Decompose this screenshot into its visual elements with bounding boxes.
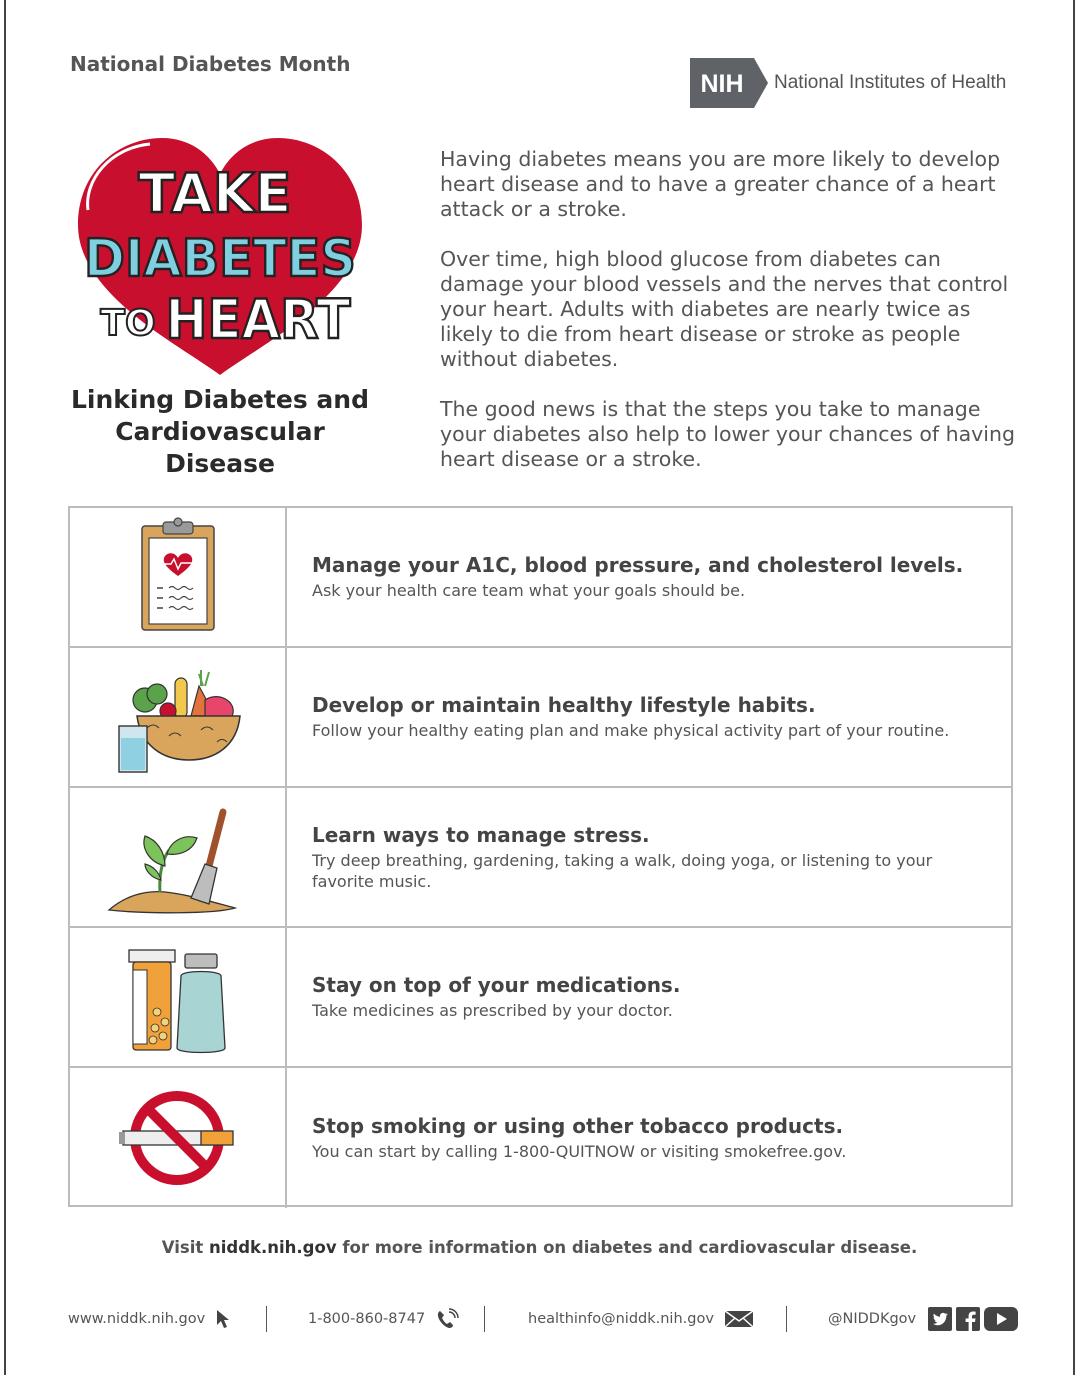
- nih-badge-icon: [690, 58, 770, 108]
- tip-body: Ask your health care team what your goals should be.: [312, 581, 746, 600]
- campaign-month: National Diabetes Month: [70, 52, 351, 76]
- tip-body: Try deep breathing, gardening, taking a walk, doing yoga, or listening to your favorite music.: [312, 850, 933, 891]
- logo-take: TAKE: [138, 162, 292, 225]
- tip-body: Follow your healthy eating plan and make physical activity part of your routine.: [312, 721, 950, 740]
- footer-social[interactable]: [828, 1302, 1018, 1336]
- tips-table: [68, 506, 1013, 1207]
- subtitle: [62, 384, 378, 480]
- tip-heading: Develop or maintain healthy lifestyle habits.: [312, 693, 816, 717]
- tip-body: Take medicines as prescribed by your doctor.: [312, 1001, 673, 1020]
- tip-heading: Manage your A1C, blood pressure, and cholesterol levels.: [312, 553, 964, 577]
- footer-divider: [484, 1306, 485, 1332]
- tip-row: [70, 788, 1011, 928]
- footer-divider: [266, 1306, 267, 1332]
- logo-diabetes: DIABETES: [84, 229, 356, 289]
- social-handle[interactable]: @NIDDKgov: [828, 1311, 917, 1327]
- tip-heading: Stay on top of your medications.: [312, 973, 681, 997]
- intro-text: [440, 147, 1020, 497]
- tip-heading: Learn ways to manage stress.: [312, 822, 650, 847]
- nih-logo: [690, 58, 1006, 108]
- footer-phone[interactable]: [308, 1302, 459, 1336]
- visit-line: [0, 1238, 1079, 1257]
- email-address[interactable]: healthinfo@niddk.nih.gov: [528, 1311, 714, 1327]
- facebook-icon[interactable]: [956, 1307, 980, 1331]
- twitter-icon[interactable]: [928, 1307, 952, 1331]
- cursor-icon: [215, 1309, 231, 1329]
- footer-divider: [786, 1306, 787, 1332]
- tip-row: [70, 508, 1011, 648]
- youtube-icon[interactable]: [984, 1307, 1018, 1331]
- intro-paragraph-3: The good news is that the steps you take to manage your diabetes also help to lower your chances of having heart disease or a stroke.: [440, 397, 1016, 471]
- medication-bottles-icon: [105, 936, 250, 1058]
- logo-heart: HEART: [165, 288, 351, 351]
- phone-icon: [435, 1308, 459, 1330]
- tip-row: [70, 1068, 1011, 1208]
- visit-prefix: Visit: [161, 1238, 209, 1257]
- footer-website[interactable]: [68, 1302, 231, 1336]
- intro-paragraph-2: Over time, high blood glucose from diabetes can damage your blood vessels and the nerves that control your heart. Adults with diabetes are nearly twice as likely to die from heart disease or stroke as people without diabetes.: [440, 247, 1009, 371]
- tip-row: [70, 648, 1011, 788]
- nih-badge-label: NIH: [700, 70, 744, 98]
- footer: [68, 1302, 1013, 1336]
- heart-logo: [70, 130, 370, 380]
- footer-email[interactable]: [528, 1302, 754, 1336]
- logo-to: TO: [100, 303, 156, 344]
- tip-heading: Stop smoking or using other tobacco products.: [312, 1114, 844, 1138]
- clipboard-icon: [105, 516, 250, 638]
- garden-plant-icon: [105, 796, 250, 918]
- visit-suffix: for more information on diabetes and cardiovascular disease.: [336, 1238, 918, 1257]
- subtitle-line-2: Cardiovascular Disease: [115, 417, 325, 478]
- food-bowl-icon: [105, 656, 250, 778]
- subtitle-line-1: Linking Diabetes and: [71, 385, 369, 414]
- no-smoking-icon: [105, 1076, 250, 1198]
- envelope-icon: [724, 1309, 754, 1329]
- tip-body: You can start by calling 1-800-QUITNOW or visiting smokefree.gov.: [312, 1142, 847, 1161]
- tip-row: [70, 928, 1011, 1068]
- nih-name: National Institutes of Health: [774, 72, 1007, 93]
- intro-paragraph-1: Having diabetes means you are more likely to develop heart disease and to have a greater chance of a heart attack or a stroke.: [440, 147, 1001, 221]
- visit-link[interactable]: niddk.nih.gov: [208, 1238, 337, 1257]
- website-link[interactable]: www.niddk.nih.gov: [68, 1311, 206, 1327]
- phone-number[interactable]: 1-800-860-8747: [308, 1311, 426, 1327]
